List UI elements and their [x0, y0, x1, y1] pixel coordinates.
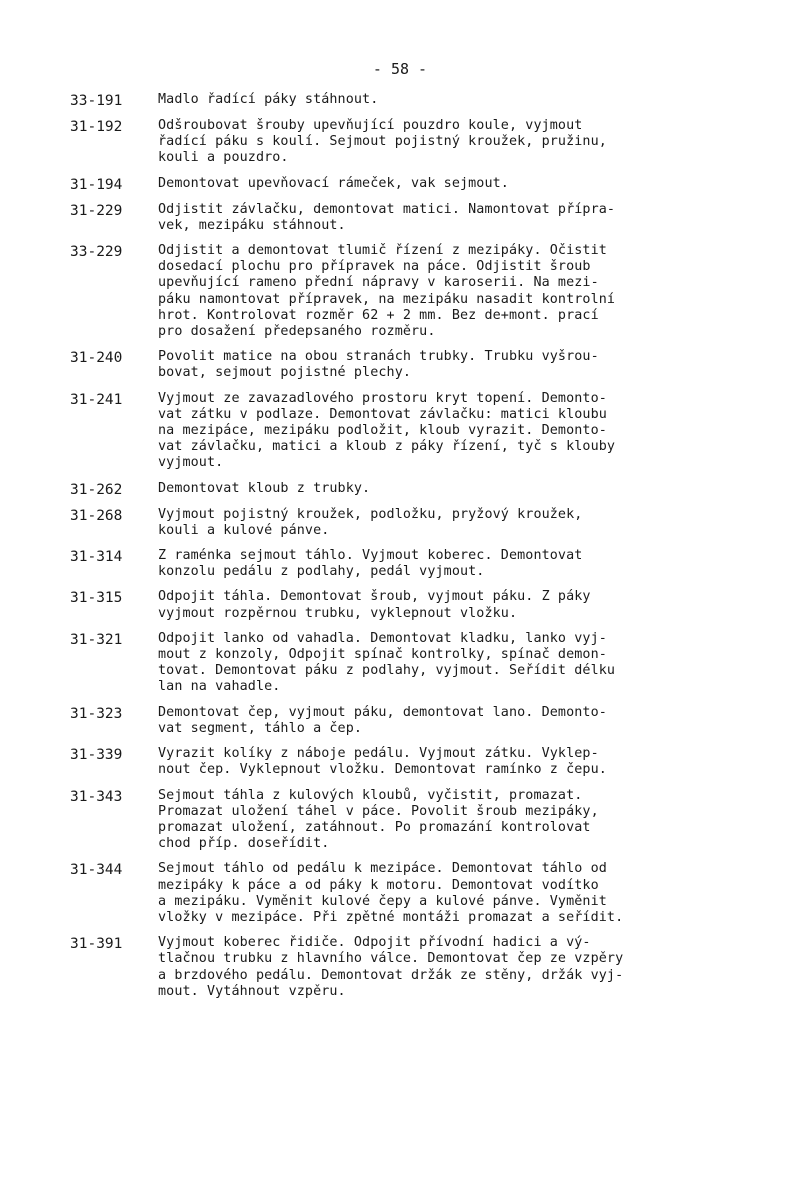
operation-entry [70, 861, 785, 926]
operation-entry [70, 92, 785, 109]
operation-description: Vyrazit kolíky z náboje pedálu. Vyjmout zátku. Vyklep- nout čep. Vyklepnout vložku. Demontovat ramínko z čepu. [158, 746, 607, 778]
operation-code: 31-343 [70, 788, 123, 805]
operation-code: 31-194 [70, 176, 123, 193]
operation-description: Odšroubovat šrouby upevňující pouzdro koule, vyjmout řadící páku s koulí. Sejmout pojistný kroužek, pružinu, kouli a pouzdro. [158, 118, 607, 166]
operation-entry [70, 118, 785, 167]
operation-code: 31-240 [70, 350, 123, 367]
operation-entry [70, 349, 785, 381]
operation-description: Odpojit táhla. Demontovat šroub, vyjmout páku. Z páky vyjmout rozpěrnou trubku, vyklepnout vložku. [158, 589, 591, 621]
operation-code: 31-241 [70, 391, 123, 408]
operation-description: Odjistit závlačku, demontovat matici. Namontovat přípra- vek, mezipáku stáhnout. [158, 201, 616, 233]
operation-description: Demontovat kloub z trubky. [158, 480, 371, 496]
operation-entry [70, 631, 785, 696]
operation-code: 33-229 [70, 244, 123, 261]
operation-code: 31-229 [70, 202, 123, 219]
operation-entry [70, 243, 785, 340]
page-number: - 58 - [372, 60, 428, 78]
operation-code: 31-344 [70, 862, 123, 879]
operation-entry [70, 391, 785, 472]
operation-entry [70, 746, 785, 778]
operation-entry [70, 481, 785, 498]
operation-entry [70, 705, 785, 737]
operation-description: Z raménka sejmout táhlo. Vyjmout koberec. Demontovat konzolu pedálu z podlahy, pedál vyjmout. [158, 548, 583, 580]
operation-description: Demontovat čep, vyjmout páku, demontovat lano. Demonto- vat segment, táhlo a čep. [158, 704, 607, 736]
operation-entry [70, 589, 785, 621]
operation-entry [70, 548, 785, 580]
operation-code: 31-192 [70, 119, 123, 135]
operation-entry [70, 176, 785, 193]
operation-description: Vyjmout pojistný kroužek, podložku, pryžový kroužek, kouli a kulové pánve. [158, 506, 583, 538]
operation-description: Vyjmout koberec řidiče. Odpojit přívodní hadici a vý- tlačnou trubku z hlavního válce. Demontovat čep ze vzpěry a brzdového pedálu. Demontovat držák ze stěny, držák vyj- mout. Vytáhnout vzpěru. [158, 935, 624, 999]
operation-code: 31-314 [70, 549, 123, 566]
operation-entry [70, 788, 785, 853]
operation-code: 31-262 [70, 481, 123, 498]
operation-entry [70, 935, 785, 1000]
operation-entry [70, 507, 785, 539]
operation-description: Sejmout táhlo od pedálu k mezipáce. Demontovat táhlo od mezipáky k páce a od páky k motoru. Demontovat vodítko a mezipáku. Vyměnit kulové čepy a kulové pánve. Vyměnit vložky v mezipáce. Při zpětné montáži promazat a seřídit. [158, 861, 624, 925]
operation-code: 33-191 [70, 93, 123, 109]
operation-code: 31-315 [70, 590, 123, 607]
operation-code: 31-321 [70, 631, 123, 648]
operation-entry [70, 202, 785, 234]
operation-description: Madlo řadící páky stáhnout. [158, 92, 379, 107]
operation-description: Sejmout táhla z kulových kloubů, vyčistit, promazat. Promazat uložení táhel v páce. Povolit šroub mezipáky, promazat uložení, zatáhnout. Po promazání kontrolovat chod příp. doseřídit. [158, 787, 599, 852]
operation-code: 31-339 [70, 747, 123, 764]
operation-code: 31-323 [70, 705, 123, 722]
operation-description: Odjistit a demontovat tlumič řízení z mezipáky. Očistit dosedací plochu pro přípravek na páce. Odjistit šroub upevňující rameno přední nápravy v karoserii. Na mezi- páku namontovat přípravek, na mezipáku nasadit kontrolní hrot. Kontrolovat rozměr 62 + 2 mm. Bez de+mont. prací pro dosažení předepsaného rozměru. [158, 243, 616, 340]
operation-description: Vyjmout ze zavazadlového prostoru kryt topení. Demonto- vat zátku v podlaze. Demontovat závlačku: matici kloubu na mezipáce, mezipáku podložit, kloub vyrazit. Demonto- vat závlačku, matici a kloub z páky řízení, tyč s klouby vyjmout. [158, 390, 616, 471]
operation-description: Povolit matice na obou stranách trubky. Trubku vyšrou- bovat, sejmout pojistné plechy. [158, 349, 599, 381]
operation-description: Demontovat upevňovací rámeček, vak sejmout. [158, 175, 509, 191]
operation-description: Odpojit lanko od vahadla. Demontovat kladku, lanko vyj- mout z konzoly, Odpojit spínač kontrolky, spínač demon- tovat. Demontovat páku z podlahy, vyjmout. Seřídit délku lan na vahadle. [158, 630, 616, 695]
operation-code: 31-391 [70, 936, 123, 953]
operation-list [70, 92, 785, 1009]
operation-code: 31-268 [70, 507, 123, 524]
